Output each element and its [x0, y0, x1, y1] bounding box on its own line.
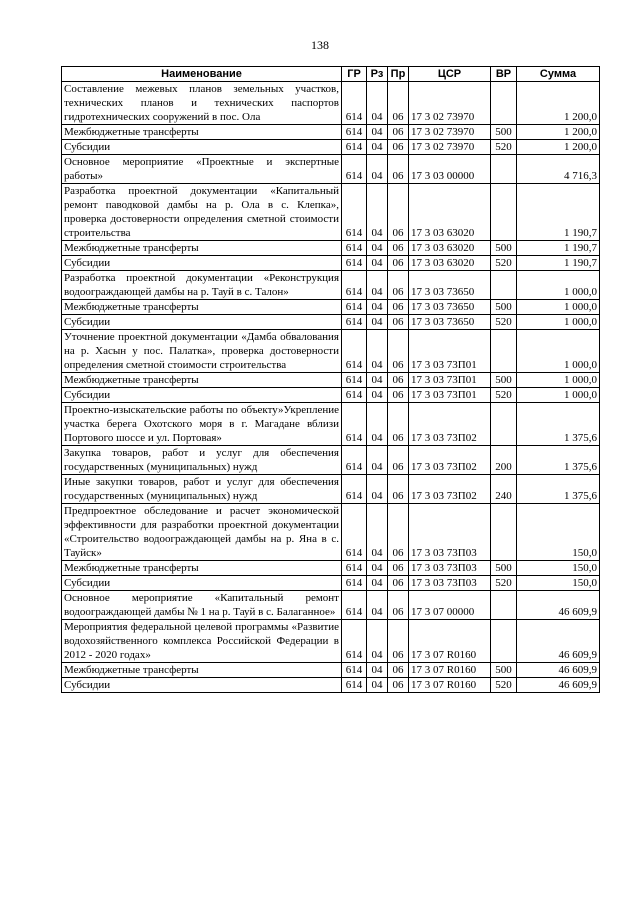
cell-gr: 614: [342, 241, 367, 256]
cell-csr: 17 3 02 73970: [409, 125, 491, 140]
cell-vr: 500: [491, 300, 517, 315]
table-row: [62, 125, 600, 140]
cell-sum: 46 609,9: [517, 663, 600, 678]
cell-vr: 500: [491, 241, 517, 256]
cell-vr: 520: [491, 140, 517, 155]
cell-pr: 06: [388, 271, 409, 300]
cell-gr: 614: [342, 140, 367, 155]
cell-vr: 200: [491, 446, 517, 475]
table-row: [62, 256, 600, 271]
cell-rz: 04: [367, 373, 388, 388]
cell-gr: 614: [342, 576, 367, 591]
table-row: [62, 620, 600, 663]
cell-name: Разработка проектной документации «Реконструкция водоограждающей дамбы на р. Тауй в с. Талон»: [62, 271, 342, 300]
cell-gr: 614: [342, 475, 367, 504]
cell-rz: 04: [367, 82, 388, 125]
cell-vr: [491, 155, 517, 184]
cell-rz: 04: [367, 184, 388, 241]
cell-rz: 04: [367, 446, 388, 475]
budget-table: [61, 66, 600, 693]
cell-csr: 17 3 03 73П03: [409, 576, 491, 591]
table-row: [62, 475, 600, 504]
table-row: [62, 504, 600, 561]
cell-name: Межбюджетные трансферты: [62, 561, 342, 576]
cell-rz: 04: [367, 663, 388, 678]
cell-gr: 614: [342, 300, 367, 315]
cell-name: Субсидии: [62, 140, 342, 155]
table-body: [62, 82, 600, 693]
cell-name: Проектно-изыскательские работы по объекту»Укрепление участка берега Охотского моря в г. Магадане вблизи Портового шоссе и ул. Портовая»: [62, 403, 342, 446]
cell-sum: 1 000,0: [517, 315, 600, 330]
cell-vr: 500: [491, 125, 517, 140]
cell-pr: 06: [388, 315, 409, 330]
cell-rz: 04: [367, 576, 388, 591]
cell-csr: 17 3 03 73П02: [409, 403, 491, 446]
cell-gr: 614: [342, 678, 367, 693]
cell-sum: 46 609,9: [517, 620, 600, 663]
table-row: [62, 271, 600, 300]
header-rz: Рз: [367, 67, 388, 82]
cell-name: Субсидии: [62, 256, 342, 271]
cell-vr: 240: [491, 475, 517, 504]
cell-name: Субсидии: [62, 315, 342, 330]
cell-csr: 17 3 07 00000: [409, 591, 491, 620]
table-row: [62, 678, 600, 693]
cell-csr: 17 3 03 73П02: [409, 475, 491, 504]
header-csr: ЦСР: [409, 67, 491, 82]
table-row: [62, 373, 600, 388]
table-row: [62, 184, 600, 241]
cell-gr: 614: [342, 388, 367, 403]
cell-name: Субсидии: [62, 678, 342, 693]
cell-gr: 614: [342, 504, 367, 561]
table-row: [62, 155, 600, 184]
cell-sum: 1 000,0: [517, 271, 600, 300]
cell-pr: 06: [388, 373, 409, 388]
cell-sum: 1 190,7: [517, 241, 600, 256]
cell-gr: 614: [342, 330, 367, 373]
cell-vr: 520: [491, 678, 517, 693]
cell-sum: 4 716,3: [517, 155, 600, 184]
cell-name: Межбюджетные трансферты: [62, 663, 342, 678]
cell-gr: 614: [342, 663, 367, 678]
cell-rz: 04: [367, 475, 388, 504]
cell-sum: 1 190,7: [517, 256, 600, 271]
cell-gr: 614: [342, 184, 367, 241]
cell-name: Межбюджетные трансферты: [62, 125, 342, 140]
cell-vr: [491, 184, 517, 241]
cell-vr: [491, 620, 517, 663]
cell-csr: 17 3 03 73650: [409, 315, 491, 330]
cell-pr: 06: [388, 504, 409, 561]
cell-pr: 06: [388, 663, 409, 678]
cell-csr: 17 3 03 73650: [409, 271, 491, 300]
cell-sum: 1 200,0: [517, 140, 600, 155]
table-row: [62, 388, 600, 403]
cell-pr: 06: [388, 256, 409, 271]
cell-csr: 17 3 03 73П03: [409, 504, 491, 561]
cell-csr: 17 3 03 00000: [409, 155, 491, 184]
table-row: [62, 82, 600, 125]
cell-gr: 614: [342, 271, 367, 300]
cell-rz: 04: [367, 504, 388, 561]
cell-csr: 17 3 07 R0160: [409, 678, 491, 693]
cell-pr: 06: [388, 576, 409, 591]
cell-name: Основное мероприятие «Капитальный ремонт водоограждающей дамбы № 1 на р. Тауй в с. Балаганное»: [62, 591, 342, 620]
cell-gr: 614: [342, 403, 367, 446]
table-header-row: [62, 67, 600, 82]
table-row: [62, 403, 600, 446]
header-sum: Сумма: [517, 67, 600, 82]
cell-pr: 06: [388, 184, 409, 241]
cell-sum: 1 375,6: [517, 446, 600, 475]
cell-rz: 04: [367, 241, 388, 256]
cell-csr: 17 3 03 73П02: [409, 446, 491, 475]
cell-rz: 04: [367, 155, 388, 184]
cell-pr: 06: [388, 155, 409, 184]
cell-rz: 04: [367, 678, 388, 693]
table-row: [62, 330, 600, 373]
cell-sum: 1 200,0: [517, 82, 600, 125]
cell-rz: 04: [367, 388, 388, 403]
cell-vr: [491, 330, 517, 373]
cell-rz: 04: [367, 330, 388, 373]
cell-gr: 614: [342, 373, 367, 388]
cell-csr: 17 3 03 63020: [409, 241, 491, 256]
cell-vr: 520: [491, 256, 517, 271]
cell-csr: 17 3 03 63020: [409, 256, 491, 271]
cell-sum: 46 609,9: [517, 591, 600, 620]
cell-gr: 614: [342, 591, 367, 620]
table-row: [62, 140, 600, 155]
cell-name: Закупка товаров, работ и услуг для обеспечения государственных (муниципальных) нужд: [62, 446, 342, 475]
table-row: [62, 446, 600, 475]
cell-sum: 150,0: [517, 576, 600, 591]
cell-pr: 06: [388, 475, 409, 504]
table-row: [62, 561, 600, 576]
cell-sum: 46 609,9: [517, 678, 600, 693]
cell-gr: 614: [342, 315, 367, 330]
cell-sum: 1 190,7: [517, 184, 600, 241]
cell-sum: 150,0: [517, 504, 600, 561]
table-row: [62, 663, 600, 678]
cell-rz: 04: [367, 271, 388, 300]
cell-csr: 17 3 02 73970: [409, 140, 491, 155]
page-number: 138: [311, 38, 329, 52]
cell-pr: 06: [388, 140, 409, 155]
cell-gr: 614: [342, 561, 367, 576]
cell-sum: 1 375,6: [517, 403, 600, 446]
cell-vr: 500: [491, 373, 517, 388]
table-row: [62, 300, 600, 315]
cell-csr: 17 3 03 63020: [409, 184, 491, 241]
cell-pr: 06: [388, 620, 409, 663]
cell-pr: 06: [388, 300, 409, 315]
cell-gr: 614: [342, 446, 367, 475]
table-row: [62, 241, 600, 256]
cell-rz: 04: [367, 315, 388, 330]
cell-sum: 1 000,0: [517, 373, 600, 388]
cell-pr: 06: [388, 591, 409, 620]
header-pr: Пр: [388, 67, 409, 82]
cell-name: Разработка проектной документации «Капитальный ремонт паводковой дамбы на р. Ола в с. Клепка», проверка достоверности определения сметной стоимости строительства: [62, 184, 342, 241]
cell-name: Межбюджетные трансферты: [62, 241, 342, 256]
table-row: [62, 315, 600, 330]
cell-name: Субсидии: [62, 388, 342, 403]
cell-gr: 614: [342, 125, 367, 140]
cell-rz: 04: [367, 403, 388, 446]
cell-sum: 1 000,0: [517, 388, 600, 403]
cell-sum: 1 000,0: [517, 300, 600, 315]
cell-csr: 17 3 03 73650: [409, 300, 491, 315]
cell-sum: 150,0: [517, 561, 600, 576]
cell-gr: 614: [342, 256, 367, 271]
header-name: Наименование: [62, 67, 342, 82]
cell-rz: 04: [367, 140, 388, 155]
cell-pr: 06: [388, 125, 409, 140]
cell-vr: 520: [491, 315, 517, 330]
cell-pr: 06: [388, 446, 409, 475]
cell-vr: 500: [491, 561, 517, 576]
cell-csr: 17 3 07 R0160: [409, 620, 491, 663]
cell-vr: [491, 403, 517, 446]
cell-rz: 04: [367, 620, 388, 663]
cell-pr: 06: [388, 82, 409, 125]
cell-csr: 17 3 03 73П01: [409, 373, 491, 388]
cell-csr: 17 3 03 73П01: [409, 388, 491, 403]
cell-pr: 06: [388, 561, 409, 576]
cell-rz: 04: [367, 561, 388, 576]
cell-name: Иные закупки товаров, работ и услуг для обеспечения государственных (муниципальных) нужд: [62, 475, 342, 504]
cell-vr: [491, 591, 517, 620]
cell-csr: 17 3 07 R0160: [409, 663, 491, 678]
cell-name: Мероприятия федеральной целевой программы «Развитие водохозяйственного комплекса Российской Федерации в 2012 - 2020 годах»: [62, 620, 342, 663]
cell-vr: [491, 504, 517, 561]
cell-vr: 520: [491, 388, 517, 403]
cell-pr: 06: [388, 330, 409, 373]
cell-pr: 06: [388, 403, 409, 446]
cell-csr: 17 3 02 73970: [409, 82, 491, 125]
cell-rz: 04: [367, 300, 388, 315]
table-row: [62, 591, 600, 620]
cell-vr: 520: [491, 576, 517, 591]
cell-name: Уточнение проектной документации «Дамба обвалования на р. Хасын у пос. Палатка», проверка достоверности определения сметной стоимости строительства: [62, 330, 342, 373]
cell-pr: 06: [388, 388, 409, 403]
cell-vr: [491, 82, 517, 125]
header-gr: ГР: [342, 67, 367, 82]
cell-name: Предпроектное обследование и расчет экономической эффективности для разработки проектной документации «Строительство водоограждающей дамбы на р. Яна в с. Тауйск»: [62, 504, 342, 561]
cell-pr: 06: [388, 241, 409, 256]
cell-name: Основное мероприятие «Проектные и экспертные работы»: [62, 155, 342, 184]
cell-rz: 04: [367, 125, 388, 140]
cell-name: Составление межевых планов земельных участков, технических планов и технических паспортов гидротехнических сооружений в пос. Ола: [62, 82, 342, 125]
cell-gr: 614: [342, 155, 367, 184]
cell-vr: [491, 271, 517, 300]
cell-sum: 1 000,0: [517, 330, 600, 373]
cell-pr: 06: [388, 678, 409, 693]
cell-name: Межбюджетные трансферты: [62, 373, 342, 388]
cell-gr: 614: [342, 620, 367, 663]
cell-rz: 04: [367, 591, 388, 620]
cell-gr: 614: [342, 82, 367, 125]
cell-rz: 04: [367, 256, 388, 271]
cell-name: Субсидии: [62, 576, 342, 591]
table-row: [62, 576, 600, 591]
cell-sum: 1 375,6: [517, 475, 600, 504]
cell-csr: 17 3 03 73П03: [409, 561, 491, 576]
cell-vr: 500: [491, 663, 517, 678]
header-vr: ВР: [491, 67, 517, 82]
cell-csr: 17 3 03 73П01: [409, 330, 491, 373]
cell-name: Межбюджетные трансферты: [62, 300, 342, 315]
cell-sum: 1 200,0: [517, 125, 600, 140]
